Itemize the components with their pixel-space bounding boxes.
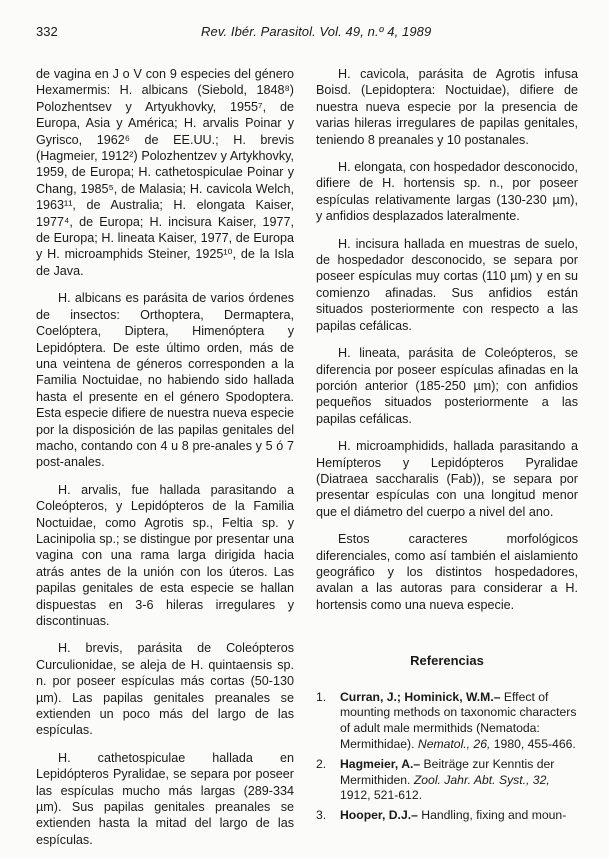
reference-list <box>316 690 578 824</box>
paragraph: H. incisura hallada en muestras de suelo, de hospedador desconocido, se separa por poseer espículas muy cortas (110 µm) y en su comienzo afinadas. Sus anfidios están situados posteriormente con respecto a las papilas cefálicas. <box>316 236 578 333</box>
paragraph: H. albicans es parásita de varios órdenes de insectos: Orthoptera, Dermaptera, Coelóptera, Diptera, Himenóptera y Lepidóptera. De este último orden, más de una veintena de géneros corresponden a la Familia Noctuidae, no habiendo sido hallada hasta el presente en el género Spodoptera. Esta especie difiere de nuestra nueva especie por la disposición de las papilas genitales del macho, contando con 4 u 8 pre-anales y 5 ó 7 post-anales. <box>36 291 294 470</box>
reference-journal: Zool. Jahr. Abt. Syst., 32, <box>413 772 550 787</box>
paragraph: H. cathetospiculae hallada en Lepidópteros Pyralidae, se separa por poseer las espículas mucho más largas (289-334 µm). Sus papilas genitales preanales se extienden hasta la mitad del largo de las espículas. <box>36 750 294 847</box>
paragraph: H. cavicola, parásita de Agrotis infusa Boisd. (Lepidoptera: Noctuidae), difiere de nuestra nueva especie por la presencia de varias hileras irregulares de papilas genitales, teniendo 8 preanales y 10 postanales. <box>316 67 578 147</box>
paragraph: H. brevis, parásita de Coleópteros Curculionidae, se aleja de H. quintaensis sp. n. por poseer espículas más cortas (50-130 µm). Las papilas genitales preanales se extienden un poco más del largo de las espículas. <box>36 641 294 738</box>
references-heading: Referencias <box>410 653 484 669</box>
reference-tail: 1912, 521-612. <box>340 788 422 803</box>
reference-text: Effect of mounting methods on taxonomic characters of adult male mermithids (Nematoda: Mermithidae). <box>340 689 577 751</box>
right-column <box>316 66 578 828</box>
reference-item <box>316 690 578 753</box>
journal-title: Rev. Ibér. Parasitol. Vol. 49, n.º 4, 1989 <box>201 24 432 39</box>
reference-text: Beiträge zur Kenntis der Mermithiden. <box>340 756 555 787</box>
page-number: 332 <box>36 24 58 39</box>
reference-number: 1. <box>316 689 327 704</box>
paragraph: H. microamphidids, hallada parasitando a Hemípteros y Lepidópteros Pyralidae (Diatraea saccharalis (Fab)), se separa por presentar espículas con una longitud menor que el diámetro del cuerpo a nivel del ano. <box>316 439 578 519</box>
reference-authors: Hagmeier, A.– <box>340 756 421 771</box>
reference-item <box>316 808 578 824</box>
left-column <box>36 66 294 859</box>
reference-tail: 1980, 455-466. <box>490 736 576 751</box>
paragraph: Estos caracteres morfológicos diferenciales, como así también el aislamiento geográfico y los distintos hospedadores, avalan a las autoras para considerar a H. hortensis como una nueva especie. <box>316 532 578 612</box>
paragraph: H. lineata, parásita de Coleópteros, se diferencia por poseer espículas afinadas en la porción anterior (185-250 µm); con anfidios pequeños situados posteriormente a las papilas cefálicas. <box>316 346 578 426</box>
paragraph: H. elongata, con hospedador desconocido, difiere de H. hortensis sp. n., por poseer espículas relativamente largas (130-230 µm), y anfidios desplazados lateralmente. <box>316 160 578 224</box>
paragraph: de vagina en J o V con 9 especies del género Hexamermis: H. albicans (Siebold, 1848⁸) Polozhentsev y Artyukhovky, 1955⁷, de Europa, Asia y América; H. arvalis Poinar y Gyrisco, 1962⁶ de EE.UU.; H. brevis (Hagmeier, 1912²) Polozhentzev y Artykhovky, 1959, de Europa; H. cathetospiculae Poinar y Chang, 1985⁵, de Malasia; H. cavicola Welch, 1963¹¹, de Australia; H. elongata Kaiser, 1977⁴, de Europa; H. incisura Kaiser, 1977, de Europa; H. lineata Kaiser, 1977, de Europa y H. microamphids Steiner, 1925¹⁰, de la Isla de Java. <box>36 67 294 278</box>
reference-number: 3. <box>316 808 327 823</box>
reference-authors: Curran, J.; Hominick, W.M.– <box>340 689 501 704</box>
reference-authors: Hooper, D.J.– <box>340 808 418 823</box>
reference-journal: Nematol., 26, <box>417 736 491 751</box>
reference-text: Handling, fixing and moun- <box>417 808 567 823</box>
paragraph: H. arvalis, fue hallada parasitando a Coleópteros, y Lepidópteros de la Familia Noctuidae, como Agrotis sp., Feltia sp. y Lacinipolia sp.; se distingue por presentar una vagina con una rama larga dirigida hacia atrás antes de la unión con los úteros. Las papilas genitales de esta especie se hallan dispuestas en 3-6 hileras irregulares y discontinuas. <box>36 482 294 628</box>
running-header <box>201 24 431 39</box>
reference-item <box>316 757 578 804</box>
reference-number: 2. <box>316 756 327 771</box>
